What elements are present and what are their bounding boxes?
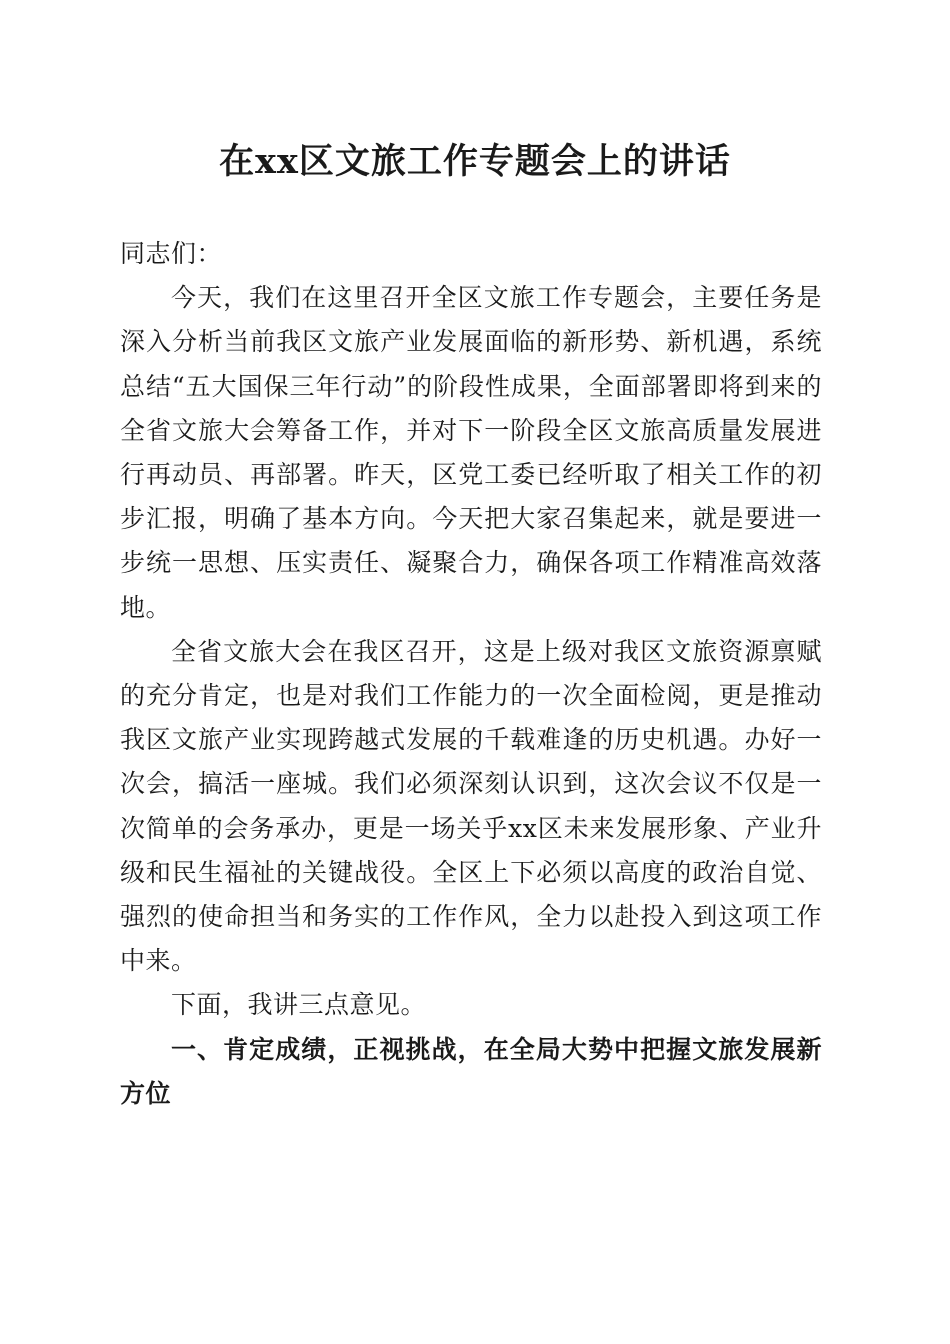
paragraph-significance: 全省文旅大会在我区召开，这是上级对我区文旅资源禀赋的充分肯定，也是对我们工作能力的一次全面检阅，更是推动我区文旅产业实现跨越式发展的千载难逢的历史机遇。办好一次会，搞活一座城。我们必须深刻认识到，这次会议不仅是一次简单的会务承办，更是一场关乎xx区未来发展形象、产业升级和民生福祉的关键战役。全区上下必须以高度的政治自觉、强烈的使命担当和务实的工作作风，全力以赴投入到这项工作中来。 — [120, 636, 822, 976]
paragraph-transition: 下面，我讲三点意见。 — [171, 990, 427, 1020]
document-body — [120, 232, 822, 1116]
document-title: 在xx区文旅工作专题会上的讲话 — [219, 141, 731, 182]
paragraph-opening: 今天，我们在这里召开全区文旅工作专题会，主要任务是深入分析当前我区文旅产业发展面临的新形势、新机遇，系统总结“五大国保三年行动”的阶段性成果，全面部署即将到来的全省文旅大会筹备工作，并对下一阶段全区文旅高质量发展进行再动员、再部署。昨天，区党工委已经听取了相关工作的初步汇报，明确了基本方向。今天把大家召集起来，就是要进一步统一思想、压实责任、凝聚合力，确保各项工作精准高效落地。 — [120, 283, 822, 622]
salutation: 同志们： — [120, 239, 223, 268]
section-heading-1: 一、肯定成绩，正视挑战，在全局大势中把握文旅发展新方位 — [120, 1034, 822, 1108]
